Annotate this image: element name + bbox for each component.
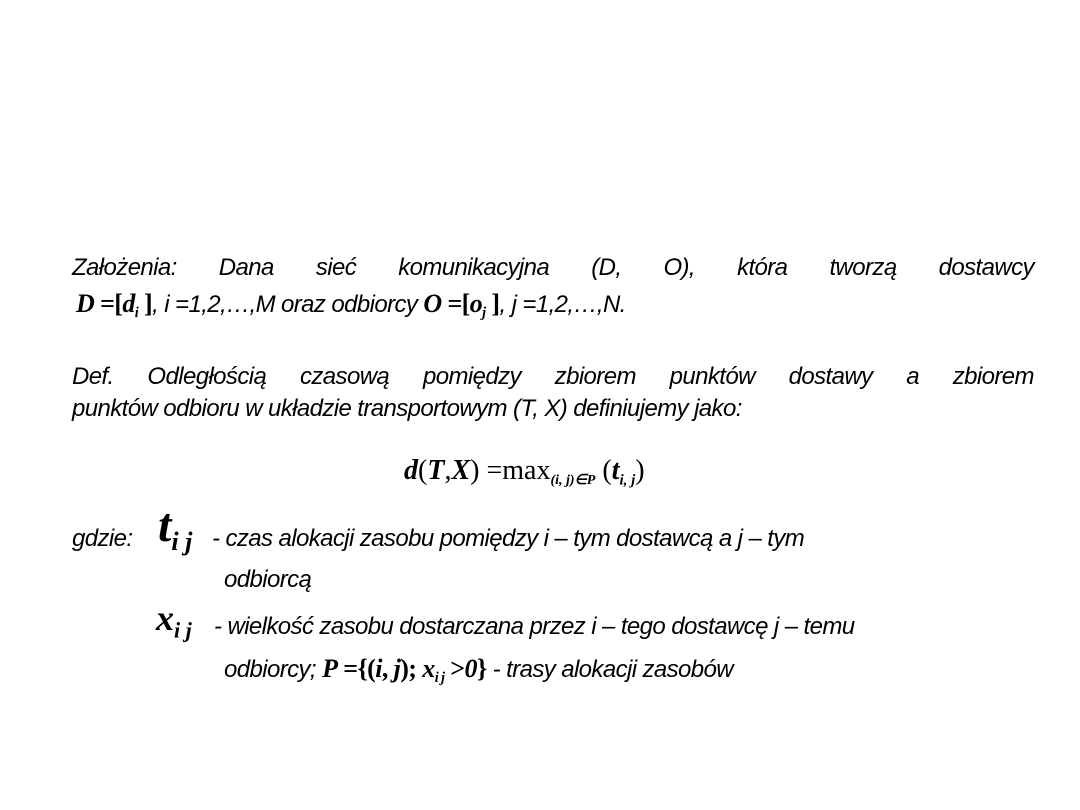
word: dostawcy bbox=[938, 254, 1034, 281]
math-O-set: $O =[o_j$ ] bbox=[423, 289, 500, 321]
word: komunikacyjna bbox=[398, 254, 550, 281]
word: zbiorem bbox=[554, 363, 636, 390]
word: dostawy bbox=[788, 363, 873, 390]
x-description-line-1: - wielkość zasobu dostarczana przez i – tego dostawcę j – temu bbox=[214, 613, 855, 640]
text: , j =1,2,…,N. bbox=[499, 291, 626, 318]
word: a bbox=[906, 363, 919, 390]
word: Dana bbox=[218, 254, 274, 281]
x-description-line-2 bbox=[224, 654, 733, 684]
where-label: gdzie: bbox=[72, 525, 133, 552]
distance-formula: $d(T,X) =\max_{(i, j)\in P}$ $(t_{i, j})$ bbox=[404, 455, 645, 489]
word: czasową bbox=[300, 363, 390, 390]
text: - trasy alokacji zasobów bbox=[486, 656, 734, 683]
x-ij-symbol: $x_{i j}$ bbox=[156, 598, 192, 643]
text: odbiorcy; bbox=[224, 656, 323, 683]
assumptions-line-2 bbox=[76, 289, 626, 319]
t-description-line-1: - czas alokacji zasobu pomiędzy i – tym dostawcą a j – tym bbox=[212, 525, 805, 552]
word: która bbox=[737, 254, 788, 281]
word: zbiorem bbox=[952, 363, 1034, 390]
word: pomiędzy bbox=[422, 363, 521, 390]
word: Założenia: bbox=[72, 254, 177, 281]
definition-line-2: punktów odbioru w układzie transportowym (T, X) definiujemy jako: bbox=[72, 395, 742, 422]
word: Odległością bbox=[147, 363, 267, 390]
assumptions-line-1 bbox=[72, 254, 1034, 282]
word: Def. bbox=[72, 363, 114, 390]
word: (D, bbox=[591, 254, 622, 281]
formula-lhs: d(T,X) = bbox=[404, 455, 503, 486]
word: O), bbox=[663, 254, 695, 281]
word: tworzą bbox=[829, 254, 897, 281]
definition-line-1 bbox=[72, 363, 1034, 391]
word: sieć bbox=[315, 254, 357, 281]
t-ij-symbol: $t_{i j}$ bbox=[158, 499, 193, 557]
text: , i =1,2,…,M oraz odbiorcy bbox=[152, 291, 424, 318]
formula-max: max bbox=[502, 455, 551, 486]
math-P-set: P ={(i, j); $x_{i j} >0$} bbox=[322, 654, 487, 686]
math-D-set: $D =[d_i$ ] bbox=[76, 289, 153, 321]
formula-subscript: (i, j)∈P bbox=[550, 472, 596, 488]
t-description-line-2: odbiorcą bbox=[224, 566, 312, 593]
word: punktów bbox=[669, 363, 755, 390]
